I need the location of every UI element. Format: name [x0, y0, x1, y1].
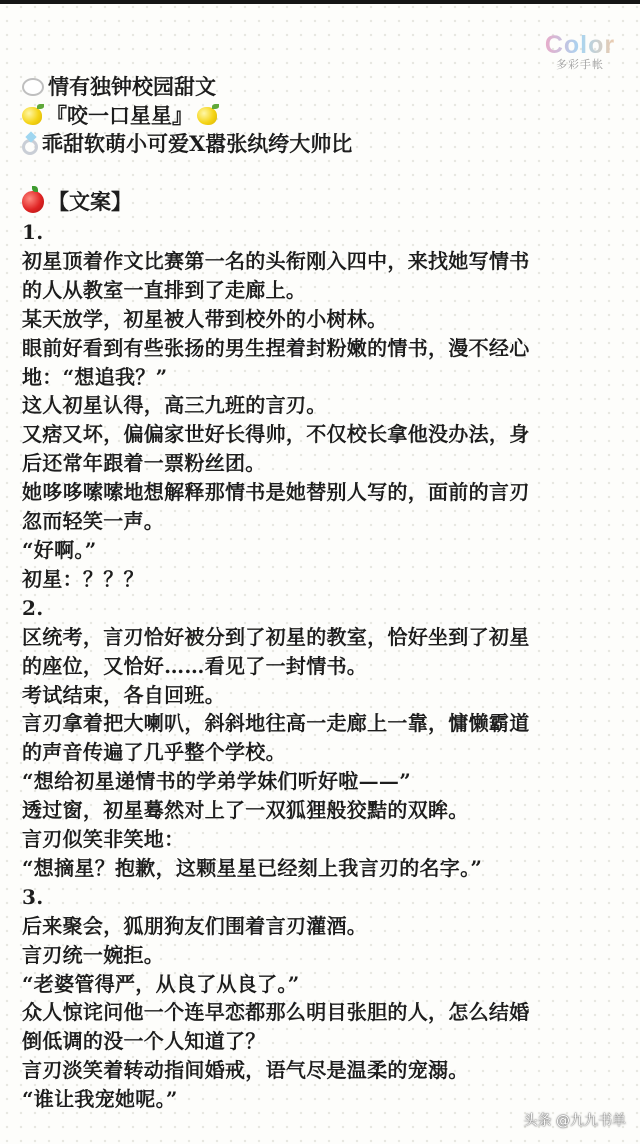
synopsis-line: 她哆哆嗦嗦地想解释那情书是她替别人写的，面前的言刃 — [22, 480, 530, 505]
synopsis-line: 后来聚会，狐朋狗友们围着言刃灌酒。 — [22, 913, 368, 938]
apple-icon — [22, 191, 44, 213]
synopsis-line: 的声音传遍了几乎整个学校。 — [22, 740, 286, 765]
section-heading-text: 【文案】 — [48, 189, 132, 214]
synopsis-line: 透过窗，初星蓦然对上了一双狐狸般狡黠的双眸。 — [22, 798, 469, 823]
synopsis-line: 众人惊诧问他一个连早恋都那么明目张胆的人，怎么结婚 — [22, 1000, 530, 1025]
synopsis-line: 言刃似笑非笑地： — [22, 827, 185, 852]
lemon-icon — [197, 107, 217, 125]
synopsis-line: 初星：？？？ — [22, 566, 144, 591]
brand-watermark — [540, 32, 620, 72]
synopsis-line: 又痞又坏，偏偏家世好长得帅，不仅校长拿他没办法，身 — [22, 422, 530, 447]
brand-subtitle: 多彩手帐 — [556, 58, 604, 71]
synopsis-line: “想摘星？抱歉，这颗星星已经刻上我言刃的名字。” — [22, 855, 483, 880]
synopsis-line: 区统考，言刃恰好被分到了初星的教室，恰好坐到了初星 — [22, 624, 530, 649]
synopsis-line: “老婆管得严，从良了从良了。” — [22, 971, 300, 996]
synopsis-line: 眼前好看到有些张扬的男生捏着封粉嫩的情书，漫不经心 — [22, 335, 530, 360]
top-bar — [0, 0, 640, 4]
synopsis-line: 1. — [22, 220, 44, 244]
brand-logo: Color — [540, 32, 620, 58]
speech-bubble-icon — [22, 78, 44, 96]
heading-genre — [22, 72, 216, 101]
synopsis-line: 言刃淡笑着转动指间婚戒，语气尽是温柔的宠溺。 — [22, 1058, 469, 1083]
synopsis-body — [22, 218, 632, 1114]
synopsis-line: 考试结束，各自回班。 — [22, 682, 225, 707]
heading-book-title — [22, 101, 221, 130]
synopsis-line: 2. — [22, 595, 44, 620]
synopsis-line: 倒低调的没一个人知道了？ — [22, 1029, 266, 1054]
pairing-text: 乖甜软萌小可爱X嚣张纨绔大帅比 — [42, 131, 353, 156]
ring-icon — [22, 139, 38, 155]
section-heading — [22, 187, 132, 216]
heading-genre-text: 情有独钟校园甜文 — [48, 74, 216, 99]
synopsis-line: “谁让我宠她呢。” — [22, 1087, 178, 1112]
book-title-text: 『咬一口星星』 — [46, 103, 193, 128]
synopsis-line: 3. — [22, 884, 44, 909]
synopsis-line: 的人从教室一直排到了走廊上。 — [22, 277, 307, 302]
synopsis-line: 后还常年跟着一票粉丝团。 — [22, 451, 266, 476]
synopsis-line: “好啊。” — [22, 537, 97, 562]
synopsis-line: 某天放学，初星被人带到校外的小树林。 — [22, 306, 388, 331]
synopsis-line: 地：“想追我？” — [22, 364, 168, 389]
heading-pairing — [22, 129, 352, 158]
synopsis-line: 言刃拿着把大喇叭，斜斜地往高一走廊上一靠，慵懒霸道 — [22, 711, 530, 736]
synopsis-line: 言刃统一婉拒。 — [22, 942, 165, 967]
synopsis-line: 这人初星认得，高三九班的言刃。 — [22, 393, 327, 418]
synopsis-line: 的座位，又恰好……看见了一封情书。 — [22, 653, 368, 678]
synopsis-line: 初星顶着作文比赛第一名的头衔刚入四中，来找她写情书 — [22, 248, 530, 273]
synopsis-line: 忽而轻笑一声。 — [22, 509, 165, 534]
synopsis-line: “想给初星递情书的学弟学妹们听好啦——” — [22, 769, 412, 794]
footer-credit: 头条 @九九书单 — [523, 1113, 626, 1129]
lemon-icon — [22, 107, 42, 125]
